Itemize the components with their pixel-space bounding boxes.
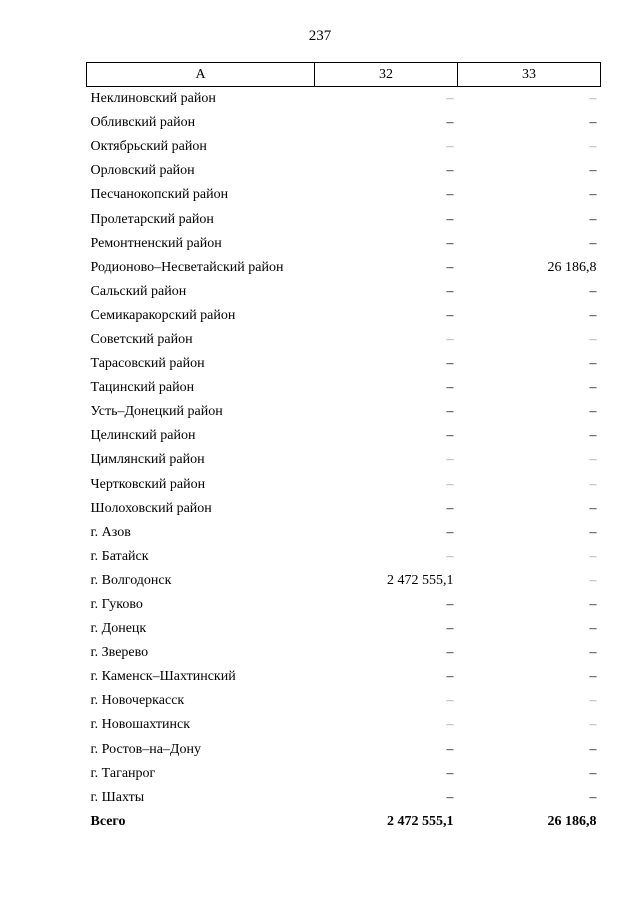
total-value-32: 2 472 555,1 bbox=[387, 813, 454, 829]
row-value-33: – bbox=[589, 597, 597, 613]
header-col-a: А bbox=[87, 63, 315, 87]
row-value-33: – bbox=[589, 717, 597, 733]
table-row bbox=[87, 473, 601, 497]
row-value-33: – bbox=[589, 572, 597, 588]
row-value-32: – bbox=[446, 669, 454, 685]
row-value-32: – bbox=[446, 91, 454, 107]
table-row bbox=[87, 521, 601, 545]
row-name: г. Донецк bbox=[90, 621, 147, 637]
table-row bbox=[87, 280, 601, 304]
row-name: Чертковский район bbox=[90, 476, 206, 492]
row-name: г. Зверево bbox=[90, 645, 149, 661]
row-value-33: – bbox=[589, 139, 597, 155]
row-name: Неклиновский район bbox=[90, 91, 216, 107]
row-value-33: 26 186,8 bbox=[547, 259, 597, 275]
row-value-33: – bbox=[589, 621, 597, 637]
table-row bbox=[87, 159, 601, 183]
row-value-32: – bbox=[446, 500, 454, 516]
row-value-33: – bbox=[589, 476, 597, 492]
row-value-32: – bbox=[446, 187, 454, 203]
page-number: 237 bbox=[308, 28, 332, 44]
row-name: г. Таганрог bbox=[90, 765, 156, 781]
row-value-32: – bbox=[446, 452, 454, 468]
row-name: г. Гуково bbox=[90, 597, 143, 613]
row-value-33: – bbox=[589, 380, 597, 396]
table-row bbox=[87, 593, 601, 617]
data-table bbox=[86, 62, 601, 834]
table-row bbox=[87, 497, 601, 521]
row-name: г. Азов bbox=[90, 524, 131, 540]
row-name: г. Волгодонск bbox=[90, 572, 172, 588]
table-row bbox=[87, 424, 601, 448]
row-value-32: – bbox=[446, 548, 454, 564]
row-name: г. Новочеркасск bbox=[90, 693, 185, 709]
table-row bbox=[87, 328, 601, 352]
row-name: Песчанокопский район bbox=[90, 187, 229, 203]
table-row bbox=[87, 545, 601, 569]
row-value-33: – bbox=[589, 428, 597, 444]
row-name: Тарасовский район bbox=[90, 356, 205, 372]
row-value-33: – bbox=[589, 404, 597, 420]
table-row bbox=[87, 232, 601, 256]
row-value-33: – bbox=[589, 741, 597, 757]
row-name: Тацинский район bbox=[90, 380, 195, 396]
table-row bbox=[87, 304, 601, 328]
table-row bbox=[87, 569, 601, 593]
row-name: Советский район bbox=[90, 331, 193, 347]
row-name: Октябрьский район bbox=[90, 139, 207, 155]
table-header bbox=[87, 63, 601, 87]
row-value-33: – bbox=[589, 693, 597, 709]
table-row bbox=[87, 87, 601, 112]
row-value-32: – bbox=[446, 789, 454, 805]
row-value-33: – bbox=[589, 452, 597, 468]
row-name: Цимлянский район bbox=[90, 452, 205, 468]
row-value-33: – bbox=[589, 283, 597, 299]
table-row bbox=[87, 183, 601, 207]
row-value-33: – bbox=[589, 548, 597, 564]
row-value-33: – bbox=[589, 765, 597, 781]
row-value-32: – bbox=[446, 380, 454, 396]
row-name: Ремонтненский район bbox=[90, 235, 222, 251]
row-value-33: – bbox=[589, 235, 597, 251]
table-row bbox=[87, 207, 601, 231]
row-name: г. Новошахтинск bbox=[90, 717, 191, 733]
row-name: Усть–Донецкий район bbox=[90, 404, 223, 420]
row-value-32: – bbox=[446, 235, 454, 251]
table-row bbox=[87, 738, 601, 762]
row-value-32: – bbox=[446, 404, 454, 420]
row-value-32: – bbox=[446, 524, 454, 540]
row-name: Родионово–Несветайский район bbox=[90, 259, 284, 275]
row-value-32: – bbox=[446, 163, 454, 179]
row-value-33: – bbox=[589, 187, 597, 203]
row-value-33: – bbox=[589, 669, 597, 685]
row-value-32: – bbox=[446, 211, 454, 227]
row-name: Семикаракорский район bbox=[90, 307, 236, 323]
total-label: Всего bbox=[90, 813, 126, 829]
row-value-32: – bbox=[446, 476, 454, 492]
row-value-32: – bbox=[446, 741, 454, 757]
row-name: Шолоховский район bbox=[90, 500, 212, 516]
row-value-33: – bbox=[589, 645, 597, 661]
row-value-32: – bbox=[446, 597, 454, 613]
row-name: Сальский район bbox=[90, 283, 187, 299]
row-value-33: – bbox=[589, 524, 597, 540]
row-value-33: – bbox=[589, 163, 597, 179]
table-row bbox=[87, 641, 601, 665]
table-row bbox=[87, 352, 601, 376]
row-name: г. Ростов–на–Дону bbox=[90, 741, 201, 757]
row-value-33: – bbox=[589, 331, 597, 347]
row-name: г. Каменск–Шахтинский bbox=[90, 669, 236, 685]
row-value-33: – bbox=[589, 356, 597, 372]
table-row bbox=[87, 762, 601, 786]
row-name: г. Шахты bbox=[90, 789, 145, 805]
header-col-32: 32 bbox=[315, 63, 458, 87]
row-value-32: – bbox=[446, 428, 454, 444]
table-row bbox=[87, 665, 601, 689]
row-value-33: – bbox=[589, 307, 597, 323]
table-row bbox=[87, 376, 601, 400]
row-value-33: – bbox=[589, 115, 597, 131]
total-value-33: 26 186,8 bbox=[547, 813, 597, 829]
table-row bbox=[87, 786, 601, 810]
row-name: Обливский район bbox=[90, 115, 196, 131]
row-value-32: – bbox=[446, 283, 454, 299]
header-col-33: 33 bbox=[458, 63, 601, 87]
table-row bbox=[87, 111, 601, 135]
table-row bbox=[87, 135, 601, 159]
table-row bbox=[87, 689, 601, 713]
table-row bbox=[87, 448, 601, 472]
table-row bbox=[87, 617, 601, 641]
row-name: Пролетарский район bbox=[90, 211, 214, 227]
row-value-33: – bbox=[589, 211, 597, 227]
table-row bbox=[87, 256, 601, 280]
total-row bbox=[87, 810, 601, 834]
row-value-32: – bbox=[446, 621, 454, 637]
row-value-32: – bbox=[446, 693, 454, 709]
header-row bbox=[87, 63, 601, 87]
row-value-32: – bbox=[446, 356, 454, 372]
row-name: Целинский район bbox=[90, 428, 196, 444]
row-value-32: – bbox=[446, 765, 454, 781]
row-value-32: – bbox=[446, 139, 454, 155]
table-body bbox=[87, 87, 601, 834]
row-value-33: – bbox=[589, 789, 597, 805]
row-name: Орловский район bbox=[90, 163, 195, 179]
row-value-32: – bbox=[446, 645, 454, 661]
table-row bbox=[87, 400, 601, 424]
row-value-33: – bbox=[589, 500, 597, 516]
row-value-32: – bbox=[446, 259, 454, 275]
table-row bbox=[87, 713, 601, 737]
row-value-33: – bbox=[589, 91, 597, 107]
row-value-32: – bbox=[446, 717, 454, 733]
row-value-32: 2 472 555,1 bbox=[387, 572, 454, 588]
row-value-32: – bbox=[446, 331, 454, 347]
row-value-32: – bbox=[446, 115, 454, 131]
row-name: г. Батайск bbox=[90, 548, 149, 564]
row-value-32: – bbox=[446, 307, 454, 323]
